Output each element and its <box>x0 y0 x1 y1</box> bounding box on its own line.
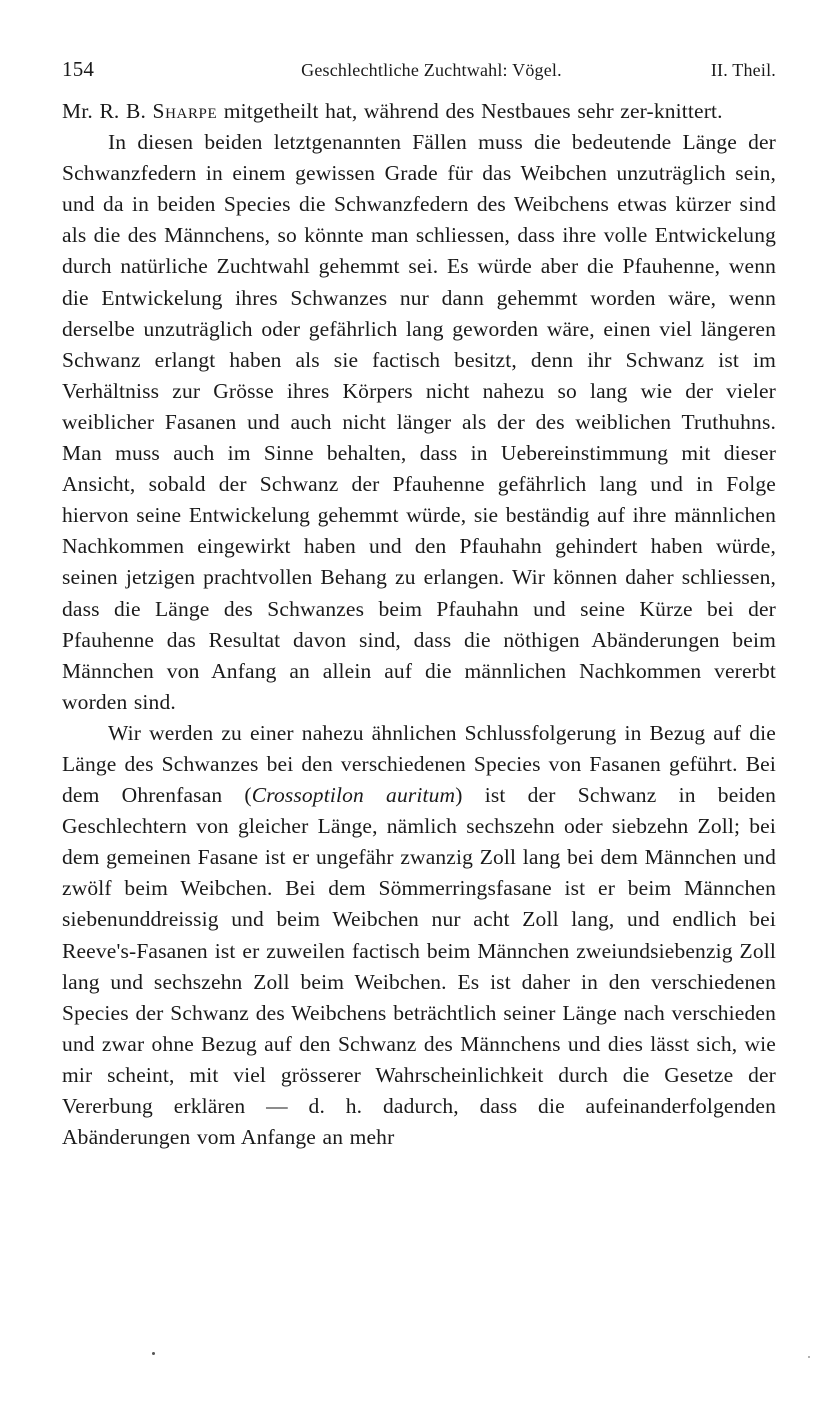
print-speck <box>152 1352 155 1355</box>
print-speck <box>808 1356 810 1358</box>
paragraph-2 <box>62 127 776 718</box>
author-name-smallcaps: Sharpe <box>152 99 218 123</box>
part-label: II. Theil. <box>710 60 776 80</box>
text-segment: Mr. R. B. <box>62 99 153 123</box>
book-page <box>62 56 776 1153</box>
species-name-italic: Crossoptilon auritum <box>251 783 456 808</box>
body-text <box>62 96 776 1153</box>
text-segment: In diesen beiden letztgenannten Fällen muss die bedeutende Länge der Schwanzfedern in einem gewissen Grade für das Weibchen unzuträglich sein, und da in beiden Species die Schwanzfedern des Weibchens etwas kürzer sind als die des Männchens, so könnte man schliessen, dass ihre volle Entwickelung durch natürliche Zuchtwahl gehemmt sei. Es würde aber die Pfauhenne, wenn die Entwickelung ihres Schwanzes nur dann gehemmt worden wäre, wenn derselbe unzuträglich oder gefährlich lang geworden wäre, einen viel längeren Schwanz erlangt haben als sie factisch besitzt, denn ihr Schwanz ist im Verhältniss zur Grösse ihres Körpers nicht nahezu so lang wie der vieler weiblicher Fasanen und auch nicht länger als der des weiblichen Truthuhns. Man muss auch im Sinne behalten, dass in Uebereinstimmung mit dieser Ansicht, sobald der Schwanz der Pfauhenne gefährlich lang und in Folge hiervon seine Entwickelung gehemmt würde, sie beständig auf ihre männlichen Nachkommen eingewirkt haben und den Pfauhahn gehindert haben würde, seinen jetzigen prachtvollen Behang zu erlangen. Wir können daher schliessen, dass die Länge des Schwanzes beim Pfauhahn und seine Kürze bei der Pfauhenne das Resultat davon sind, dass die nöthigen Abänderungen beim Männchen von Anfang an allein auf die männlichen Nachkommen vererbt worden sind. <box>62 130 776 714</box>
text-segment: ) ist der Schwanz in beiden Geschlechtern von gleicher Länge, nämlich sechszehn oder siebzehn Zoll; bei dem gemeinen Fasane ist er ungefähr zwanzig Zoll lang bei dem Männchen und zwölf beim Weibchen. Bei dem Sömmerringsfasane ist er beim Männchen siebenunddreissig und beim Weibchen nur acht Zoll lang, und endlich bei Reeve's-Fasanen ist er zuweilen factisch beim Männchen zweiundsiebenzig Zoll lang und sechszehn Zoll beim Weibchen. Es ist daher in den verschiedenen Species der Schwanz des Weibchens beträchtlich seiner Länge nach verschieden und zwar ohne Bezug auf den Schwanz des Männchens und dies lässt sich, wie mir scheint, mit viel grösserer Wahrscheinlichkeit durch die Gesetze der Vererbung erklären — d. h. dadurch, dass die aufeinanderfolgenden Abänderungen vom Anfange an mehr <box>62 783 777 1150</box>
paragraph-1 <box>62 96 776 127</box>
paragraph-3 <box>62 718 776 1153</box>
text-segment: mitgetheilt hat, während des Nestbaues sehr zer-knittert. <box>217 99 723 123</box>
running-header <box>62 56 776 86</box>
text-segment: Wir werden zu einer nahezu ähnlichen Schlussfolgerung in Bezug auf die Länge des Schwanzes bei den verschiedenen Species von Fasanen geführt. Bei dem Ohrenfasan ( <box>62 720 776 808</box>
page-number: 154 <box>62 57 95 81</box>
chapter-title: Geschlechtliche Zuchtwahl: Vögel. <box>301 60 562 80</box>
